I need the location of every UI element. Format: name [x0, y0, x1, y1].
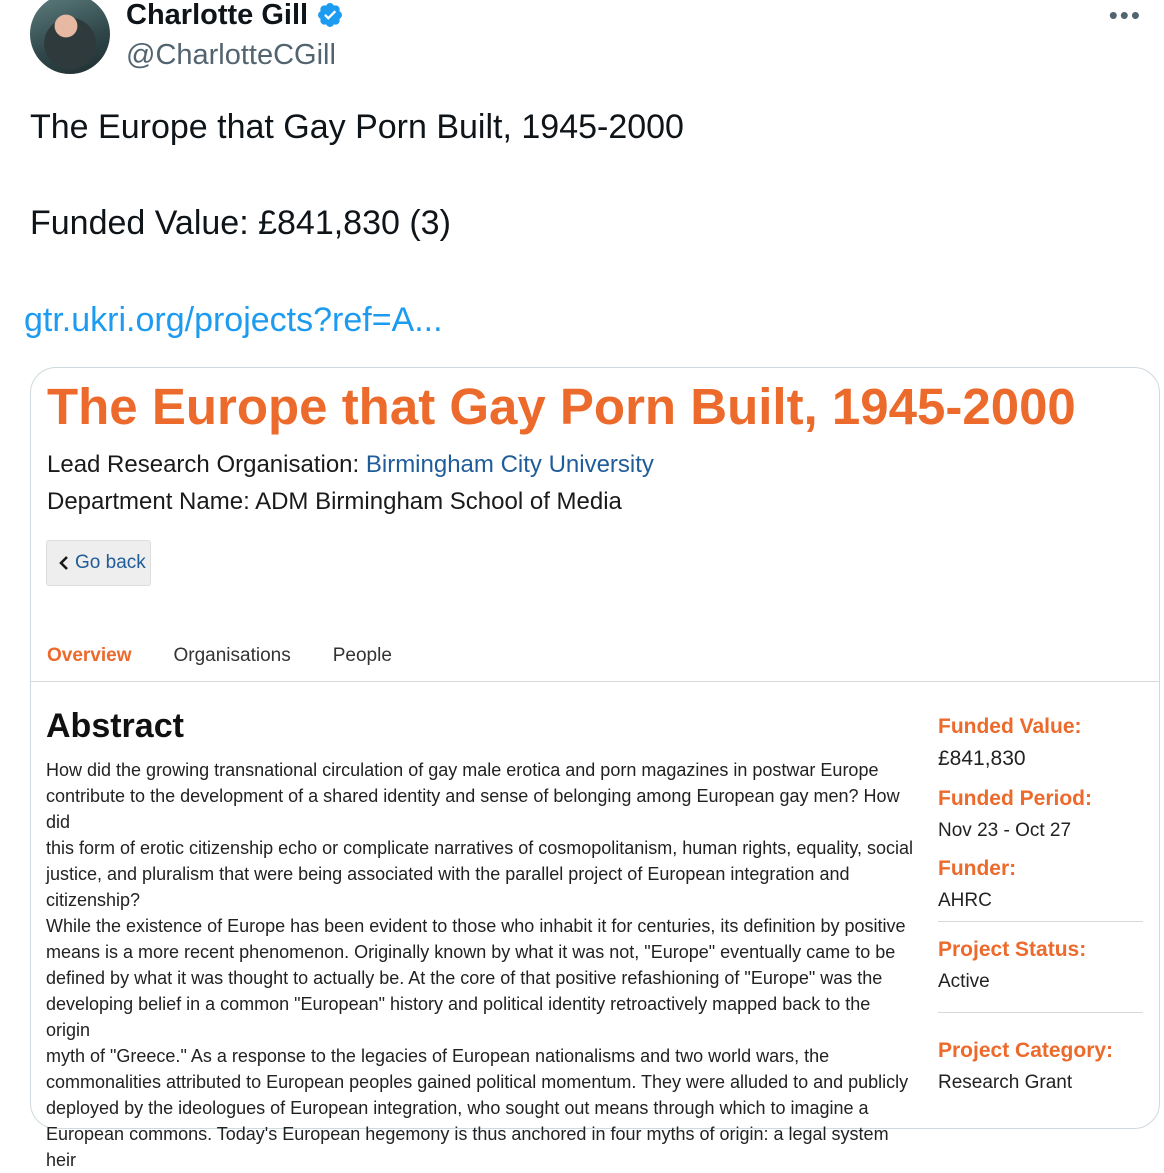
avatar[interactable]: [30, 0, 110, 74]
abstract-line: commonalities attributed to European peoples gained political momentum. They were alluded to and publicly: [46, 1072, 909, 1092]
tweet-link[interactable]: gtr.ukri.org/projects?ref=A...: [24, 301, 443, 339]
abstract-line: While the existence of Europe has been evident to those who inhabit it for centuries, its definition by positive: [46, 916, 906, 936]
abstract-line: defined by what it was thought to actually be. At the core of that positive refashioning of "Europe" was the: [46, 968, 883, 988]
department-name: Department Name: ADM Birmingham School of Media: [47, 488, 622, 515]
funded-value-label: Funded Value:: [938, 715, 1082, 738]
tab-organisations[interactable]: Organisations: [173, 645, 291, 666]
abstract-line: developing belief in a common "European" history and political identity retroactively mapped back to the origin: [46, 994, 871, 1040]
funded-period: Nov 23 - Oct 27: [938, 820, 1072, 841]
funder-label: Funder:: [938, 857, 1017, 880]
abstract-line: How did the growing transnational circulation of gay male erotica and porn magazines in postwar Europe: [46, 760, 879, 780]
author-name[interactable]: Charlotte Gill: [126, 0, 309, 31]
sidebar-divider: [938, 921, 1143, 922]
abstract-line: means is a more recent phenomenon. Originally known by what it was not, "Europe" eventually came to be: [46, 942, 896, 962]
tweet-text-funded: Funded Value: £841,830 (3): [30, 204, 451, 242]
author-handle[interactable]: @CharlotteCGill: [126, 39, 336, 71]
abstract-line: myth of "Greece." As a response to the legacies of European nationalisms and two world wars, the: [46, 1046, 830, 1066]
project-sidebar: [938, 713, 1148, 1095]
embedded-image-card[interactable]: [30, 367, 1160, 1170]
abstract-line: citizenship?: [46, 890, 141, 910]
more-options-icon[interactable]: •••: [1108, 0, 1142, 30]
tab-people[interactable]: People: [332, 645, 392, 666]
go-back-button[interactable]: [46, 540, 151, 586]
sidebar-divider: [938, 1012, 1143, 1013]
funded-value: £841,830: [938, 747, 1026, 770]
project-category-label: Project Category:: [938, 1039, 1114, 1062]
funder: AHRC: [938, 890, 992, 911]
abstract-line: justice, and pluralism that were being associated with the parallel project of European integration and: [46, 864, 850, 884]
lead-org-label: Lead Research Organisation:: [47, 451, 366, 478]
lead-org-link[interactable]: Birmingham City University: [365, 451, 654, 478]
tweet-text-title: The Europe that Gay Porn Built, 1945-2000: [30, 108, 684, 146]
tab-overview[interactable]: Overview: [47, 645, 132, 666]
project-category: Research Grant: [938, 1072, 1073, 1093]
tab-bar: [47, 644, 434, 668]
abstract-line: deployed by the ideologues of European integration, who sought out means through which to imagine a: [46, 1098, 869, 1118]
abstract-heading: Abstract: [46, 707, 184, 745]
chevron-left-icon: [59, 556, 69, 570]
go-back-label: Go back: [75, 552, 146, 573]
project-status: Active: [938, 971, 990, 992]
project-status-label: Project Status:: [938, 938, 1087, 961]
lead-organisation: [47, 450, 654, 480]
abstract-line: contribute to the development of a shared identity and sense of belonging among European gay men? How did: [46, 786, 900, 832]
tab-divider: [31, 681, 1159, 682]
abstract-text: [46, 757, 914, 1173]
project-title: The Europe that Gay Porn Built, 1945-2000: [47, 378, 1076, 435]
funded-period-label: Funded Period:: [938, 787, 1092, 810]
abstract-line: this form of erotic citizenship echo or complicate narratives of cosmopolitanism, human rights, equality, social: [46, 838, 914, 858]
abstract-line: European commons. Today's European hegemony is thus anchored in four myths of origin: a legal system heir: [46, 1124, 889, 1170]
author-row: [126, 0, 344, 33]
verified-badge-icon: [316, 1, 344, 29]
